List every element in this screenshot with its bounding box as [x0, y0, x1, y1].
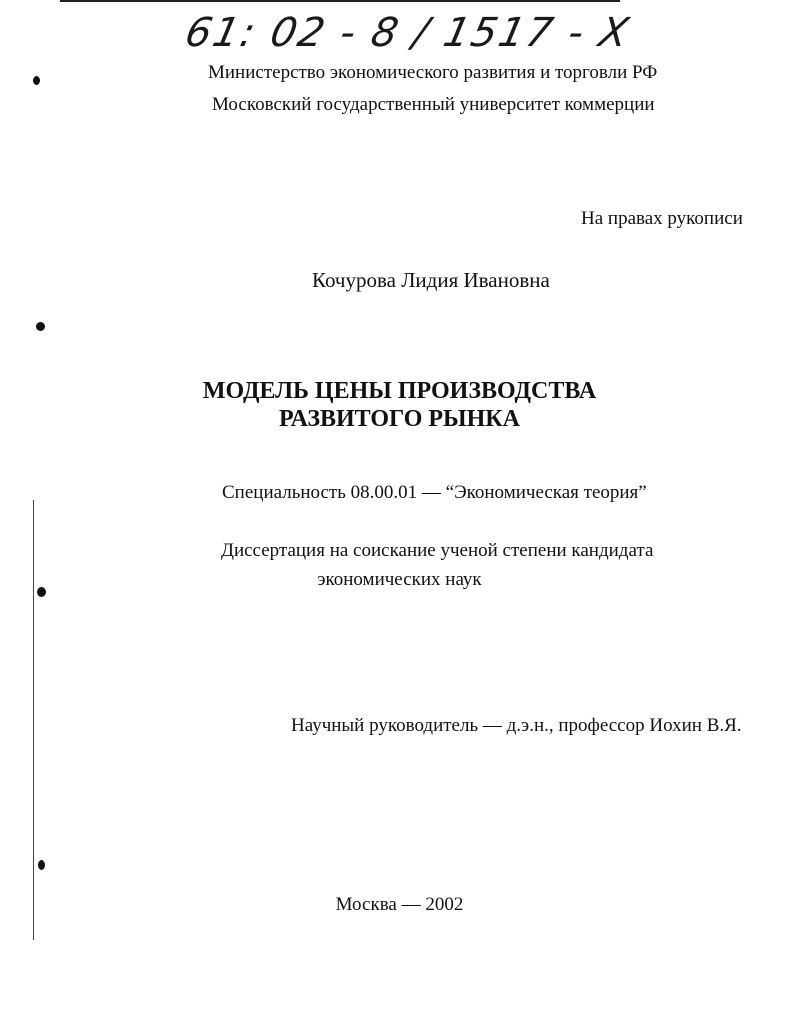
- ministry-name: Министерство экономического развития и торговли РФ: [208, 62, 658, 83]
- title-line-1: МОДЕЛЬ ЦЕНЫ ПРОИЗВОДСТВА: [202, 378, 597, 404]
- scan-edge: [33, 500, 34, 940]
- scan-mark: [33, 76, 40, 85]
- archive-code: 61: 02 - 8 / 1517 - X: [181, 10, 635, 56]
- scan-mark: [38, 860, 45, 870]
- dissertation-line-1: Диссертация на соискание ученой степени кандидата: [221, 540, 654, 561]
- author-name: Кочурова Лидия Ивановна: [312, 268, 550, 292]
- specialty: Специальность 08.00.01 — “Экономическая теория”: [222, 482, 647, 503]
- university-name: Московский государственный университет коммерции: [212, 94, 655, 115]
- rights-note: На правах рукописи: [581, 208, 743, 229]
- top-rule: [60, 0, 620, 2]
- title-line-2: РАЗВИТОГО РЫНКА: [279, 406, 520, 432]
- city-year: Москва — 2002: [335, 894, 464, 915]
- scientific-advisor: Научный руководитель — д.э.н., профессор Иохин В.Я.: [291, 715, 742, 736]
- scan-mark: [36, 322, 45, 331]
- dissertation-line-2: экономических наук: [317, 569, 482, 590]
